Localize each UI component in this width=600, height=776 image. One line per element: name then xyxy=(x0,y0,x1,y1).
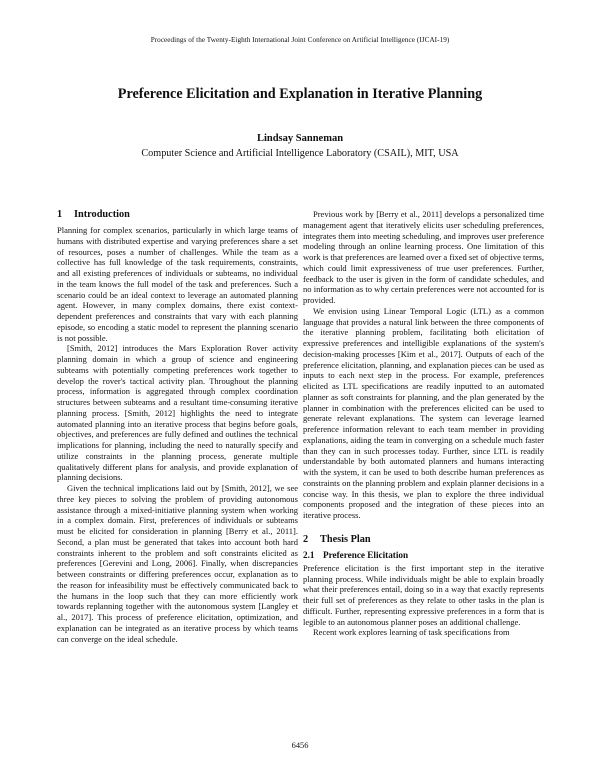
section-title: Thesis Plan xyxy=(320,533,371,545)
section-number: 1 xyxy=(57,209,63,220)
author-affiliation: Computer Science and Artificial Intelligence Laboratory (CSAIL), MIT, USA xyxy=(141,148,459,159)
left-column xyxy=(57,209,298,644)
section-heading-thesis-plan xyxy=(303,534,544,546)
section-title: Introduction xyxy=(74,209,130,220)
page-number: 6456 xyxy=(291,741,309,750)
right-column xyxy=(303,209,544,638)
author-name: Lindsay Sanneman xyxy=(256,133,344,144)
subsection-title: Preference Elicitation xyxy=(323,549,409,560)
running-header: Proceedings of the Twenty-Eighth International Joint Conference on Artificial Intelligence (IJCAI-19) xyxy=(150,36,450,44)
subsection-number: 2.1 xyxy=(303,549,315,560)
paragraph: Given the technical implications laid out by [Smith, 2012], we see three key pieces to solving the problem of providing autonomous assistance through a mixed-initiative planning system when working in a complex domain. First, preferences of individuals or subteams must be elicited for consideration in planning [Berry et al., 2011]. Second, a plan must be generated that takes into account both hard constraints inherent to the problem and soft constraints elicited as preferences [Gerevini and Long, 2006]. Finally, when discrepancies between constraints or differing preferences occur, explanation as to the reason for infeasibility must be effectively communicated back to the humans in the loop such that they can more efficiently work towards replanning together with the autonomous system [Langley et al., 2017]. This process of preference elicitation, optimization, and explanation can be integrated as an iterative process by which teams can converge on the ideal schedule. xyxy=(57,483,298,644)
paragraph: [Smith, 2012] introduces the Mars Exploration Rover activity planning domain in which a group of science and engineering subteams with potentially competing preferences work together to develop the rover's tactical activity plan. Throughout the planning process, information is aggregated through complex coordination structures between subteams and a resultant time-consuming iterative planning process. [Smith, 2012] highlights the need to integrate automated planning into an iterative process that begins before goals, objectives, and preferences are fully defined and outlines the technical implications for planning, including the need to naturally specify and utilize constraints in the planning process, generate multiple qualitatively different plans for analysis, and provide explanation of planning decisions. xyxy=(57,343,298,483)
paragraph: Planning for complex scenarios, particularly in which large teams of humans with distributed expertise and varying preferences share a set of resources, poses a number of challenges. While the team as a collective has full knowledge of the task requirements, constraints, and all existing preferences of individuals or subteams, no individual in the team knows the full model of the task and preferences. Such a scenario could be an ideal context to leverage an automated planning agent. However, in many complex domains, there exist context-dependent preferences and constraints that vary with each planning episode, so encoding a static model to represent the planning scenario is not possible. xyxy=(57,225,298,343)
paragraph: Previous work by [Berry et al., 2011] develops a personalized time management agent that iteratively elicits user scheduling preferences, integrates them into meeting scheduling, and improves user preference modeling through an online learning process. One limitation of this work is that preferences are learned over a fixed set of objective terms, which could limit expressiveness of true user preferences. Further, feedback to the user is given in the form of candidate schedules, and no information as to why certain preferences were not accounted for is provided. xyxy=(303,209,544,305)
paragraph: We envision using Linear Temporal Logic (LTL) as a common language that provides a natural link between the three components of the iterative planning problem, facilitating both elicitation of expressive preferences and intelligible explanations of the system's decision-making processes [Kim et al., 2017]. Outputs of each of the preference elicitation, planning, and explanation pieces can be used as inputs to each next step in the process. For example, preferences elicited as LTL specifications are readily inputted to an automated planner as soft constraints for planning, and the plan generated by the planner in combination with the preferences elicited can be used to generate relevant explanations. The system can leverage learned preference information relevant to each team member in providing explanations, aiding the team in converging on a schedule much faster than they can in such processes today. Further, since LTL is readily understandable by both automated planners and humans interacting with the system, it can be used to both describe human preferences as constraints on the planning problem and explain planner decisions in a concise way. In this thesis, we plan to explore the three individual components proposed and the integration of these pieces into an iterative process. xyxy=(303,305,544,520)
section-heading-introduction xyxy=(57,209,298,221)
paragraph: Recent work explores learning of task specifications from xyxy=(313,627,510,638)
paper-title: Preference Elicitation and Explanation in Iterative Planning xyxy=(117,86,483,102)
section-number: 2 xyxy=(303,533,309,545)
paragraph: Preference elicitation is the first important step in the iterative planning process. While individuals might be able to explain broadly what their preferences entail, doing so in a way that exactly represents their full set of preferences as they relate to other tasks in the plan is difficult. Further, representing expressive preferences in a form that is legible to an autonomous planner poses an additional challenge. xyxy=(303,562,544,627)
subsection-heading-preference-elicitation xyxy=(303,550,544,561)
